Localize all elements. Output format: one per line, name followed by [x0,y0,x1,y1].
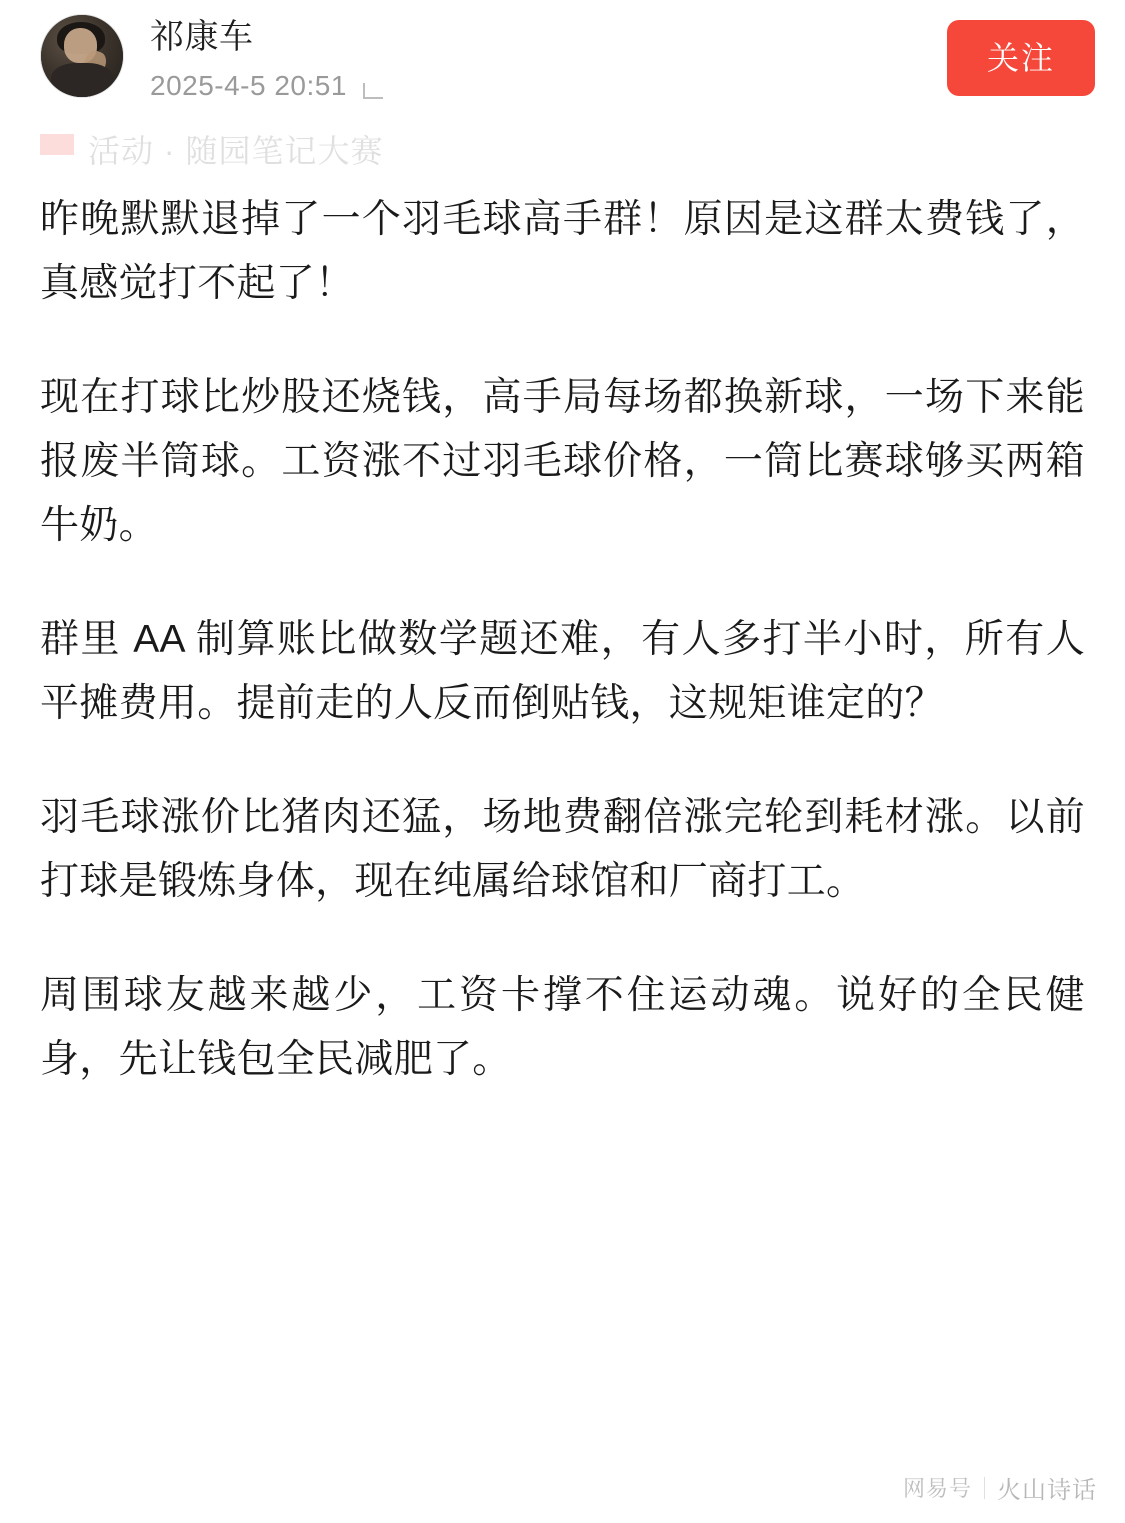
watermark-divider [984,1477,985,1499]
author-name[interactable]: 祁康车 [150,18,254,56]
avatar-body [51,63,113,98]
activity-tag-label: 活动 · 随园笔记大赛 [88,133,384,166]
author-meta [150,14,947,102]
post-timestamp: 2025-4-5 20:51 [150,70,347,101]
activity-tag[interactable] [0,110,1125,166]
more-menu-icon[interactable] [363,73,385,99]
watermark-account: 火山诗话 [997,1477,1097,1504]
watermark-platform: 网易号 [902,1476,972,1501]
article-paragraph: 现在打球比炒股还烧钱，高手局每场都换新球，一场下来能报废半筒球。工资涨不过羽毛球价格，一筒比赛球够买两箱牛奶。 [40,376,1085,547]
avatar[interactable] [40,14,124,98]
post-header [0,0,1125,110]
flag-icon [40,134,74,164]
article-body [0,166,1125,1092]
follow-button[interactable]: 关注 [947,20,1095,96]
watermark [903,1470,1097,1505]
article-paragraph: 周围球友越来越少，工资卡撑不住运动魂。说好的全民健身，先让钱包全民减肥了。 [40,974,1085,1081]
article-paragraph: 群里 AA 制算账比做数学题还难，有人多打半小时，所有人平摊费用。提前走的人反而倒贴钱，这规矩谁定的？ [40,618,1085,725]
timestamp-row [150,70,947,102]
article-paragraph: 羽毛球涨价比猪肉还猛，场地费翻倍涨完轮到耗材涨。以前打球是锻炼身体，现在纯属给球馆和厂商打工。 [40,796,1085,903]
article-paragraph: 昨晚默默退掉了一个羽毛球高手群！原因是这群太费钱了，真感觉打不起了！ [40,198,1085,305]
